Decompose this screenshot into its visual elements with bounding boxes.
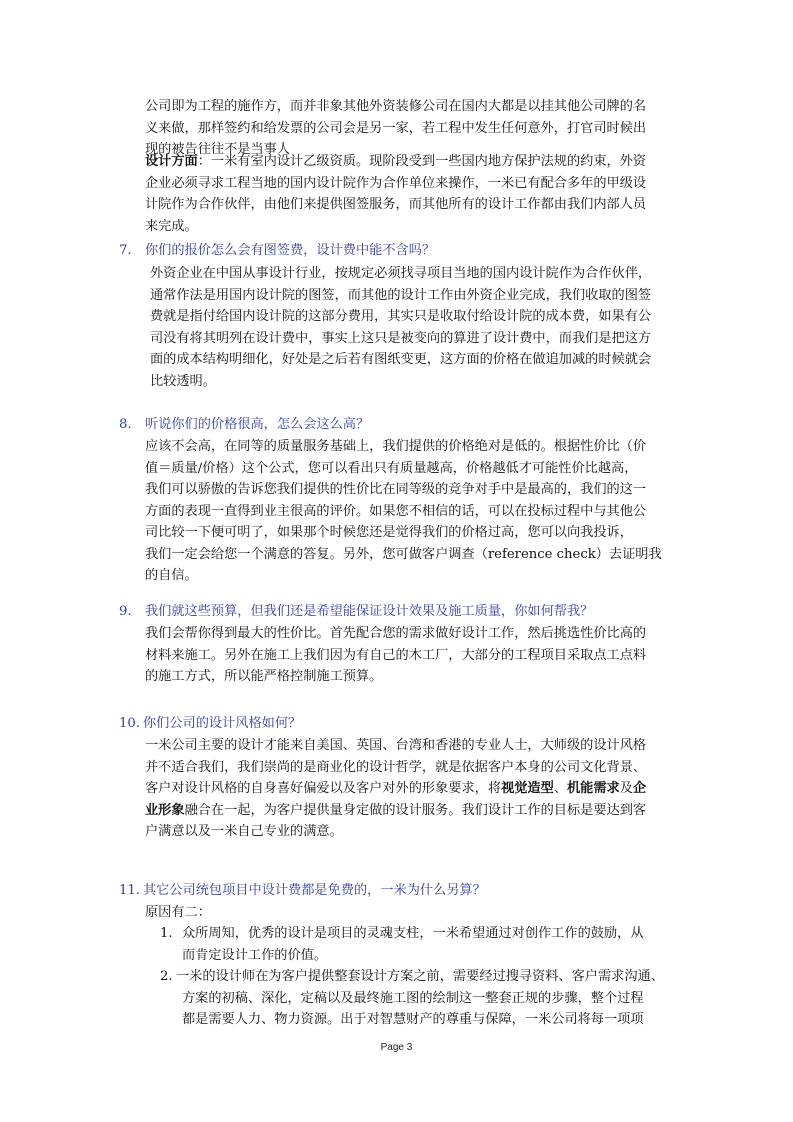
answer-line: 的施工方式，所以能严格控制施工预算。: [145, 669, 383, 684]
answer-line: 原因有二：: [145, 905, 211, 920]
question-number: 10.: [119, 716, 140, 731]
answer-line: 一米公司主要的设计才能来自美国、英国、台湾和香港的专业人士，大师级的设计风格: [145, 738, 647, 753]
answer-line: 面的成本结构明细化，好处是之后若有图纸变更，这方面的价格在做追加减的时候就会: [150, 352, 652, 367]
question-8: [119, 415, 369, 435]
answer-8: [145, 436, 662, 587]
bold-term: 机能需求: [567, 781, 620, 796]
answer-line: 司比较一下便可明了，如果那个时候您还是觉得我们的价格过高，您可以向我投诉，: [145, 525, 633, 540]
answer-line: 比较透明。: [150, 373, 216, 389]
answer-7: [150, 263, 651, 392]
answer-line: 我们一定会给您一个满意的答复。另外，您可做客户调查（reference check）去证明我: [145, 546, 662, 562]
question-10: [119, 714, 301, 734]
question-number: 7.: [119, 243, 132, 258]
design-heading: 设计方面: [145, 154, 198, 169]
answer-line: 值＝质量/价格）这个公式，您可以看出只有质量越高，价格越低才可能性价比越高，: [145, 460, 638, 476]
answer-line: 我们可以骄傲的告诉您我们提供的性价比在同等级的竞争对手中是最高的，我们的这一: [145, 482, 647, 497]
list-line: 而肯定设计工作的价值。: [182, 947, 328, 963]
answer-10: [145, 735, 646, 843]
design-line: 计院作为合作伙伴，由他们来提供图签服务，而其他所有的设计工作都由我们内部人员: [145, 197, 647, 212]
question-text: 你们公司的设计风格如何？: [143, 716, 302, 731]
answer-line: 方面的表现一直得到业主很高的评价。如果您不相信的话，可以在投标过程中与其他公: [145, 503, 647, 519]
answer-line: 通常作法是用国内设计院的图签，而其他的设计工作由外资企业完成，我们收取的图签: [150, 287, 652, 303]
question-11: [119, 881, 486, 901]
design-line: 来完成。: [145, 218, 198, 234]
answer-11-intro: [145, 902, 211, 924]
design-paragraph: [145, 151, 646, 237]
page-number: Page 3: [380, 1042, 413, 1053]
answer-line: 材料来施工。另外在施工上我们因为有自己的木工厂，大部分的工程项目采取点工点料: [145, 647, 647, 663]
question-text: 我们就这些预算，但我们还是希望能保证设计效果及施工质量，你如何帮我？: [145, 604, 594, 619]
intro-line: 现的被告往往不是当事人: [145, 142, 291, 157]
list-line: 一米的设计师在为客户提供整套设计方案之前，需要经过搜寻资料、客户需求沟通、: [176, 969, 664, 984]
answer-line: 业形象融合在一起，为客户提供量身定做的设计服务。我们设计工作的目标是要达到客: [145, 802, 647, 818]
design-line: 企业必须寻求工程当地的国内设计院作为合作单位来操作，一米已有配合多年的甲级设: [145, 175, 647, 191]
list-line: 众所周知，优秀的设计是项目的灵魂支柱，一米希望通过对创作工作的鼓励，从: [182, 926, 644, 941]
question-text: 你们的报价怎么会有图签费，设计费中能不含吗？: [145, 243, 436, 258]
answer-line: 费就是指付给国内设计院的这部分费用，其实只是收取付给设计院的成本费，如果有公: [150, 309, 652, 324]
answer-9: [145, 623, 646, 688]
question-9: [119, 602, 593, 622]
question-text: 听说你们的价格很高，怎么会这么高？: [145, 417, 370, 432]
answer-line: 外资企业在中国从事设计行业，按规定必须找寻项目当地的国内设计院作为合作伙伴，: [150, 266, 652, 281]
question-number: 9.: [119, 604, 132, 619]
question-number: 8.: [119, 417, 132, 432]
question-7: [119, 241, 435, 261]
bold-term: 视觉造型: [501, 781, 554, 796]
list-item: [160, 966, 664, 1031]
intro-line: 公司即为工程的施作方，而并非象其他外资装修公司在国内大都是以挂其他公司牌的名: [145, 99, 647, 114]
list-number: 1.: [160, 926, 173, 941]
list-line: 方案的初稿、深化，定稿以及最终施工图的绘制这一整套正规的步骤，整个过程: [182, 990, 644, 1006]
answer-line: 并不适合我们，我们崇尚的是商业化的设计哲学，就是依据客户本身的公司文化背景、: [145, 759, 647, 775]
bold-term: 业形象: [145, 802, 185, 818]
answer-line: 我们会帮你得到最大的性价比。首先配合您的需求做好设计工作，然后挑选性价比高的: [145, 626, 647, 641]
question-number: 11.: [119, 883, 140, 898]
answer-line: 户满意以及一米自己专业的满意。: [145, 824, 343, 839]
answer-line: 应该不会高，在同等的质量服务基础上，我们提供的价格绝对是低的。根据性价比（价: [145, 439, 647, 454]
design-line: 设计方面：一米有室内设计乙级资质。现阶段受到一些国内地方保护法规的约束，外资: [145, 154, 647, 169]
list-item: [160, 923, 644, 966]
question-text: 其它公司统包项目中设计费都是免费的，一米为什么另算？: [143, 883, 486, 898]
answer-line: 司没有将其明列在设计费中，事实上这只是被变向的算进了设计费中，而我们是把这方: [150, 330, 652, 346]
bold-term: 企: [632, 781, 647, 796]
list-number: 2.: [160, 969, 173, 984]
intro-line: 义来做，那样签约和给发票的公司会是另一家，若工程中发生任何意外，打官司时候出: [145, 120, 647, 136]
list-line: 都是需要人力、物力资源。出于对智慧财产的尊重与保障，一米公司将每一项项: [182, 1012, 644, 1027]
answer-line: 的自信。: [145, 568, 198, 583]
answer-line: 客户对设计风格的自身喜好偏爱以及客户对外的形象要求，将视觉造型、机能需求及企: [145, 781, 647, 796]
